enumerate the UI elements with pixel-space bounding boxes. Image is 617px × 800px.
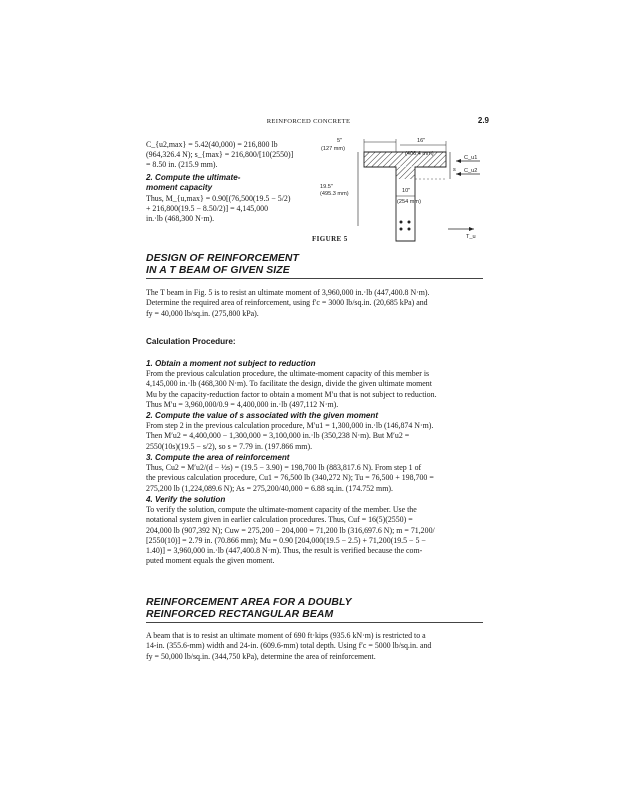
dim-flange-overhang: 5" [337,138,343,144]
step3-line: 275,200 lb (1,224,089.6 N); As = 275,200/40,000 = 6.88 sq.in. (174.752 mm). [146,483,393,493]
section1-title [146,253,299,277]
step4-heading: 4. Verify the solution [146,495,226,504]
dim-s: s [453,167,456,173]
prev-step2-heading [146,173,306,194]
step2-heading: 2. Compute the value of s associated with the given moment [146,411,379,420]
label-cu1: C_u1 [464,155,478,161]
rebar [400,221,403,224]
dim-web-width: 10" [402,188,411,194]
section2-intro-line: 14-in. (355.6-mm) width and 24-in. (609.6-mm) total depth. Using f′c = 5000 lb/sq.in. and [146,641,432,651]
section2-title-line: REINFORCED RECTANGULAR BEAM [146,609,334,620]
prev-text-block [146,140,306,170]
step4-line: puted moment equals the given moment. [146,556,275,566]
figure-caption: FIGURE 5 [312,235,348,243]
section1-title-line: DESIGN OF REINFORCEMENT [146,253,299,264]
dim-flange-overhang-mm: (127 mm) [321,146,345,152]
dim-depth: 19.5" [320,184,333,190]
section2-intro [146,631,483,662]
prev-step2-heading-line: moment capacity [146,183,213,193]
step1-line: Thus M′u = 3,960,000/0.9 = 4,400,000 in.·lb (497,112 N·m). [146,399,339,409]
step1-line: Mu by the capacity-reduction factor to obtain a moment M′u that is not subject to reduction. [146,389,437,399]
intro-line: fy = 40,000 lb/sq.in. (275,800 kPa). [146,308,259,318]
step4-line: 1.40)] = 3,960,000 in.·lb (447,400.8 N·m). Thus, the result is verified because the com- [146,546,423,556]
running-header-title: REINFORCED CONCRETE [266,118,351,125]
prev-step2-line: in.·lb (468,300 N·m). [146,214,215,224]
step4-text [146,505,483,567]
step1-line: From the previous calculation procedure, the ultimate-moment capacity of this member is [146,369,430,378]
section1-title-line: IN A T BEAM OF GIVEN SIZE [146,265,290,276]
dim-depth-mm: (495.3 mm) [320,191,349,197]
prev-line: (964,326.4 N); s_{max} = 216,800/[10(2550)] [146,150,294,160]
prev-line: C_{u2,max} = 5.42(40,000) = 216,800 lb [146,140,278,149]
step4-line: To verify the solution, compute the ultimate-moment capacity of the member. Use the [146,505,417,514]
section2-intro-line: fy = 50,000 lb/sq.in. (344,750 kPa), determine the area of reinforcement. [146,651,376,661]
section2-intro-line: A beam that is to resist an ultimate moment of 690 ft·kips (935.6 kN·m) is restricted to a [146,631,426,640]
step3-heading: 3. Compute the area of reinforcement [146,453,290,462]
dim-flange-width: 16" [417,138,426,144]
t-beam-figure [308,134,483,246]
calc-procedure-label: Calculation Procedure: [146,337,236,346]
step1-text [146,369,483,410]
intro-line: Determine the required area of reinforcement, using f′c = 3000 lb/sq.in. (20,685 kPa) and [146,298,428,308]
dim-flange-width-mm: (406.4 mm) [405,151,434,157]
step1-heading: 1. Obtain a moment not subject to reduction [146,359,316,368]
label-tu: T_u [466,234,476,240]
step4-line: notational system given in earlier calculation procedures. Thus, Cuf = 16(5)(2550) = [146,515,413,525]
section2-title-line: REINFORCEMENT AREA FOR A DOUBLY [146,597,352,608]
label-cu2: C_u2 [464,168,478,174]
step3-line: Thus, Cu2 = M′u2/(d − ½s) = (19.5 − 3.90) = 198,700 lb (883,817.6 N). From step 1 of [146,463,422,472]
dim-web-width-mm: (254 mm) [397,199,421,205]
step2-text [146,421,483,452]
step2-line: Then M′u2 = 4,400,000 − 1,300,000 = 3,100,000 in.·lb (350,238 N·m). But M′u2 = [146,431,410,441]
step4-line: 204,000 lb (907,392 N); Cuw = 275,200 − 204,000 = 71,200 lb (316,697.6 N); m = 71,200/ [146,525,435,535]
intro-line: The T beam in Fig. 5 is to resist an ultimate moment of 3,960,000 in.·lb (447,400.8 N·m). [146,288,430,297]
prev-step2-text [146,194,306,224]
rebar [408,228,411,231]
page-number: 2.9 [477,116,489,125]
rebar [408,221,411,224]
step2-line: 2550(10s)(19.5 − s/2), so s = 7.79 in. (197.866 mm). [146,441,313,451]
section1-intro [146,288,483,319]
section2-title [146,597,352,621]
web-compression-zone [397,167,415,179]
rebar [400,228,403,231]
prev-step2-line: Thus, M_{u,max} = 0.90[(76,500(19.5 − 5/2) [146,194,291,203]
prev-step2-line: + 216,800(19.5 − 8.50/2)] = 4,145,000 [146,204,269,214]
step3-line: the previous calculation procedure, Cu1 = 76,500 lb (340,272 N); Tu = 76,500 + 198,700 = [146,473,434,483]
step2-line: From step 2 in the previous calculation procedure, M′u1 = 1,300,000 in.·lb (146,874 N·m). [146,421,434,430]
step4-line: [2550(10)] = 2.79 in. (70.866 mm); Mu = 0.90 [204,000(19.5 − 2.5) + 71,200(19.5 − 5 − [146,535,426,545]
prev-line: = 8.50 in. (215.9 mm). [146,160,218,170]
step1-line: 4,145,000 in.·lb (468,300 N·m). To facilitate the design, divide the given ultimate moment [146,379,432,389]
section1-rule [146,278,483,279]
prev-step2-heading-line: 2. Compute the ultimate- [146,173,241,182]
section2-rule [146,622,483,623]
step3-text [146,463,483,494]
